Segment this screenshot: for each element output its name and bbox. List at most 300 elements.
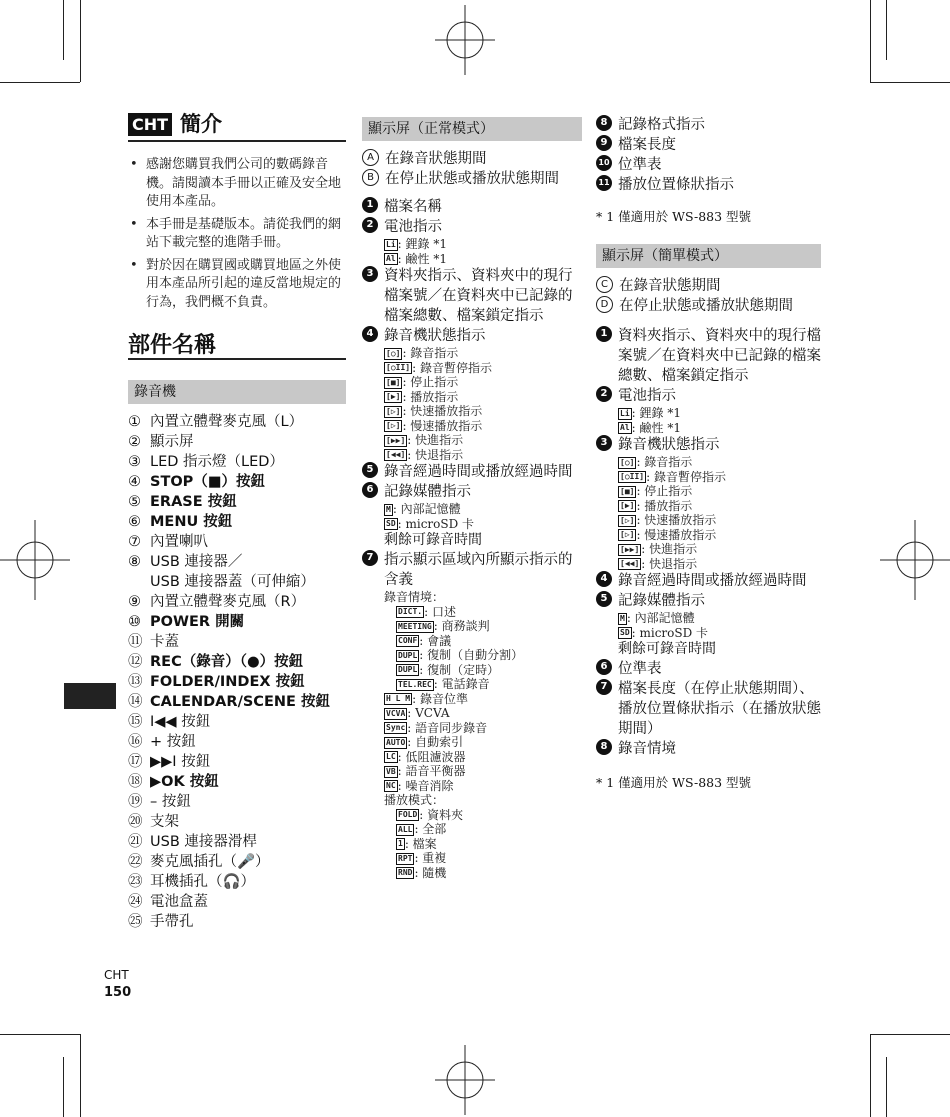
status-icon: [▷] — [620, 515, 635, 525]
status-text: : 停止指示 — [402, 375, 459, 389]
mode-d — [596, 296, 821, 316]
sd-card-icon: SD — [386, 519, 396, 528]
parts-item-number: ㉓ — [128, 874, 143, 890]
scene-item — [396, 648, 582, 663]
parts-item-number: ⑭ — [128, 694, 143, 710]
parts-item-number: ② — [128, 434, 141, 450]
media-internal-text: : 內部記憶體 — [626, 611, 695, 625]
play-mode-item — [396, 866, 582, 881]
status-text: : 快速播放指示 — [402, 404, 483, 418]
indicator-item — [384, 706, 582, 721]
status-text: : 停止指示 — [636, 484, 693, 498]
media-sd-text: : microSD 卡 — [397, 516, 475, 531]
indicator-item — [384, 721, 582, 736]
normal-item-2 — [362, 217, 582, 237]
simple-item-7-text: 檔案長度（在停止狀態期間）、播放位置條狀指示（在播放狀態期間） — [618, 681, 821, 737]
parts-item-number: ㉔ — [128, 894, 143, 910]
normal-status-list — [362, 346, 582, 462]
status-icon: [◀◀] — [620, 559, 640, 568]
mode-c — [596, 276, 821, 296]
battery-alkaline — [362, 252, 582, 267]
parts-item — [128, 652, 346, 672]
indicator-text: : VCVA — [407, 706, 450, 720]
indicator-item — [384, 764, 582, 779]
battery-alkaline-text: : 鹼性 *1 — [631, 420, 681, 435]
crop-mark — [886, 0, 887, 60]
simple-item-4 — [596, 571, 821, 591]
intro-bullet: • 對於因在購買國或購買地區之外使用本產品所引起的違反當地規定的行為，我們概不負責。 — [128, 257, 346, 313]
column-right — [596, 115, 821, 792]
battery-icon: Al — [620, 423, 630, 432]
battery-lithium-text: : 鋰錄 *1 — [631, 406, 681, 420]
battery-alkaline — [596, 421, 821, 436]
parts-item-number: ㉕ — [128, 914, 143, 930]
crop-mark — [63, 1057, 64, 1117]
indicator-icon: H L M — [386, 694, 411, 703]
parts-item-label: I◀◀ 按鈕 — [150, 714, 211, 730]
side-tab — [64, 683, 116, 709]
normal-items-cont — [596, 115, 821, 195]
indicator-text: : 自動索引 — [407, 735, 464, 749]
simple-item-8-text: 錄音情境 — [618, 741, 676, 757]
registration-mark-left — [0, 520, 70, 600]
battery-icon: Li — [620, 408, 630, 418]
parts-item-label: 內置喇叭 — [150, 534, 208, 550]
media-internal — [596, 611, 821, 626]
normal-item-9 — [596, 135, 821, 155]
normal-item-4 — [362, 326, 582, 346]
simple-item-3-text: 錄音機狀態指示 — [618, 437, 720, 453]
normal-item-8 — [596, 115, 821, 135]
normal-item-text: 檔案長度 — [618, 137, 676, 153]
num-badge: 9 — [596, 135, 612, 151]
status-text: : 錄音暫停指示 — [412, 360, 492, 375]
normal-item-5-text: 錄音經過時間或播放經過時間 — [384, 464, 573, 480]
parts-item-number: ⑤ — [128, 494, 141, 510]
indicator-icon: LC — [386, 752, 396, 761]
parts-item-number: ㉑ — [128, 834, 143, 850]
normal-item-text: 播放位置條狀指示 — [618, 177, 734, 193]
simple-item-2-text: 電池指示 — [618, 388, 676, 404]
scene-text: : 商務談判 — [433, 619, 490, 633]
parts-item-number: ④ — [128, 474, 141, 490]
num-badge: 8 — [596, 115, 612, 131]
intro-bullet: • 感謝您購買我們公司的數碼錄音機。請閱讀本手冊以正確及安全地使用本產品。 — [128, 156, 346, 212]
mode-b-text: 在停止狀態或播放狀態期間 — [385, 171, 559, 187]
status-icon: [○] — [386, 348, 401, 358]
play-mode-text: : 全部 — [414, 822, 447, 836]
scene-item — [396, 663, 582, 678]
parts-item-number: ⑰ — [128, 754, 143, 770]
parts-item-label: USB 連接器／ — [150, 554, 243, 570]
intro-heading — [128, 113, 346, 142]
normal-bar: 顯示屏（正常模式） — [362, 117, 582, 141]
play-mode-text: : 重複 — [414, 851, 447, 865]
play-mode-icon: FOLD — [398, 810, 418, 819]
indicator-icon: VCVA — [386, 708, 406, 718]
footer-lang: CHT — [104, 968, 129, 982]
parts-item-number: ⑯ — [128, 734, 143, 750]
indicator-item — [384, 692, 582, 707]
num-badge: 2 — [596, 386, 612, 402]
normal-item-4-text: 錄音機狀態指示 — [384, 328, 486, 344]
battery-lithium-text: : 鋰錄 *1 — [397, 237, 447, 251]
play-mode-icon: RND — [398, 868, 413, 877]
scene-label: 錄音情境： — [384, 590, 445, 604]
scene-item — [396, 605, 582, 620]
indicator-icon: AUTO — [386, 737, 406, 747]
normal-item-1-text: 檔案名稱 — [384, 199, 442, 215]
parts-item-label: 支架 — [150, 814, 179, 830]
num-badge: 11 — [596, 175, 612, 191]
play-mode-icon: RPT — [398, 853, 413, 863]
media-sd — [362, 517, 582, 532]
scene-icon: DUPL — [398, 665, 418, 674]
play-mode-text: : 資料夾 — [419, 807, 464, 822]
intro-title: 簡介 — [180, 112, 223, 136]
indicator-item — [384, 779, 582, 794]
scene-text: : 復制（定時） — [419, 662, 500, 677]
crop-mark — [870, 1034, 871, 1117]
status-text: : 慢速播放指示 — [636, 527, 717, 542]
play-mode-icon: 1 — [398, 839, 403, 848]
parts-item-label: USB 連接器蓋（可伸縮） — [150, 574, 315, 590]
parts-item-number: ③ — [128, 454, 141, 470]
indicator-icon: NC — [386, 781, 396, 790]
parts-item — [128, 512, 346, 532]
num-badge: 1 — [596, 326, 612, 342]
battery-lithium — [362, 237, 582, 252]
mode-c-letter: C — [596, 276, 613, 293]
parts-item — [128, 692, 346, 712]
status-item — [384, 361, 582, 376]
parts-item-label: 耳機插孔（🎧） — [150, 874, 256, 890]
status-item — [384, 390, 582, 405]
footnote-2: * 1 僅適用於 WS-883 型號 — [596, 775, 752, 790]
memory-icon: M — [620, 613, 625, 623]
parts-item — [128, 592, 346, 612]
parts-item-number: ⑱ — [128, 774, 143, 790]
indicator-icon: Sync — [386, 723, 406, 732]
parts-bar: 錄音機 — [128, 380, 346, 404]
status-icon: [○II] — [386, 363, 411, 372]
mode-b-letter: B — [362, 169, 379, 186]
play-mode-list — [362, 808, 582, 881]
parts-item-label: 顯示屏 — [150, 434, 194, 450]
status-icon: [○] — [620, 457, 635, 467]
indicator-text: : 錄音位準 — [412, 691, 468, 706]
status-item — [618, 470, 821, 485]
status-icon: [▶▶] — [620, 544, 640, 554]
play-mode-icon: ALL — [398, 824, 413, 834]
registration-mark-top — [435, 5, 495, 75]
parts-item — [128, 752, 346, 772]
mode-a-text: 在錄音狀態期間 — [385, 151, 487, 167]
mode-b — [362, 169, 582, 189]
num-badge: 7 — [362, 550, 378, 566]
normal-item-10 — [596, 155, 821, 175]
scene-item — [396, 634, 582, 649]
status-text: : 播放指示 — [636, 498, 693, 513]
parts-item-number: ⑬ — [128, 674, 143, 690]
play-mode-text: : 隨機 — [414, 865, 447, 880]
parts-item-label: ERASE 按鈕 — [150, 494, 237, 510]
simple-item-1 — [596, 326, 821, 386]
parts-item — [128, 412, 346, 432]
mode-a — [362, 149, 582, 169]
parts-item-label: + 按鈕 — [150, 734, 196, 750]
num-badge: 4 — [362, 326, 378, 342]
num-badge: 3 — [362, 266, 378, 282]
indicator-text: : 語音平衡器 — [397, 764, 466, 778]
status-text: : 快退指示 — [641, 556, 698, 571]
other-indicators — [362, 692, 582, 794]
normal-item-1 — [362, 197, 582, 217]
parts-item-number: ⑪ — [128, 634, 143, 650]
status-item — [384, 419, 582, 434]
num-badge: 1 — [362, 197, 378, 213]
parts-item-label: 卡蓋 — [150, 634, 179, 650]
parts-item — [128, 712, 346, 732]
play-mode-item — [396, 851, 582, 866]
crop-mark — [0, 1034, 80, 1035]
parts-item — [128, 732, 346, 752]
normal-item-11 — [596, 175, 821, 195]
simple-item-6 — [596, 659, 821, 679]
normal-item-7-text: 指示顯示區域內所顯示指示的含義 — [384, 552, 573, 588]
parts-item-label: CALENDAR/SCENE 按鈕 — [150, 694, 330, 710]
parts-item-label: LED 指示燈（LED） — [150, 454, 284, 470]
status-item — [384, 375, 582, 390]
parts-item — [128, 632, 346, 652]
indicator-icon: VB — [386, 766, 396, 776]
simple-bar: 顯示屏（簡單模式） — [596, 244, 821, 268]
parts-item-label: FOLDER/INDEX 按鈕 — [150, 674, 305, 690]
parts-item-label: 麥克風插孔（🎤） — [150, 854, 270, 870]
parts-item — [128, 832, 346, 852]
registration-mark-bottom — [435, 1045, 495, 1115]
parts-item-label: POWER 開關 — [150, 614, 245, 630]
mode-d-letter: D — [596, 296, 613, 313]
column-left — [128, 113, 346, 932]
parts-item — [128, 552, 346, 572]
indicator-item — [384, 750, 582, 765]
media-sd-text: : microSD 卡 — [631, 625, 709, 640]
parts-item — [128, 772, 346, 792]
normal-item-3 — [362, 266, 582, 326]
status-item — [384, 404, 582, 419]
num-badge: 5 — [362, 462, 378, 478]
scene-list — [362, 605, 582, 692]
status-icon: [▷] — [386, 406, 401, 416]
parts-item-number: ⑮ — [128, 714, 143, 730]
crop-mark — [870, 1034, 950, 1035]
parts-item — [128, 612, 346, 632]
normal-item-6-text: 記錄媒體指示 — [384, 484, 471, 500]
status-icon: [■] — [620, 486, 635, 496]
play-label: 播放模式： — [384, 793, 445, 807]
status-text: : 快進指示 — [641, 542, 698, 556]
battery-alkaline-text: : 鹼性 *1 — [397, 251, 447, 266]
simple-item-4-text: 錄音經過時間或播放經過時間 — [618, 573, 807, 589]
status-text: : 錄音暫停指示 — [646, 469, 726, 484]
parts-item — [128, 572, 346, 592]
parts-item-label: 內置立體聲麥克風（L） — [150, 414, 304, 430]
status-text: : 快速播放指示 — [636, 513, 717, 527]
parts-item-label: ▶▶I 按鈕 — [150, 754, 211, 770]
status-item — [618, 499, 821, 514]
registration-mark-right — [880, 520, 950, 600]
parts-item — [128, 472, 346, 492]
status-item — [384, 448, 582, 463]
parts-item-number: ① — [128, 414, 141, 430]
parts-item-number: ⑧ — [128, 554, 141, 570]
scene-text: : 電話錄音 — [433, 677, 490, 691]
status-icon: [▶] — [620, 501, 635, 510]
remain-time: 剩餘可錄音時間 — [384, 532, 482, 548]
status-item — [618, 484, 821, 499]
parts-item-label: REC（錄音）（●）按鈕 — [150, 654, 304, 670]
parts-item-label: ▶OK 按鈕 — [150, 774, 219, 790]
play-mode-item — [396, 808, 582, 823]
parts-item — [128, 432, 346, 452]
indicator-text: : 語音同步錄音 — [407, 720, 488, 735]
intro-bullet: • 本手冊是基礎版本。請從我們的網站下載完整的進階手冊。 — [128, 216, 346, 253]
status-text: : 快進指示 — [407, 433, 464, 447]
parts-item-label: USB 連接器滑桿 — [150, 834, 257, 850]
num-badge: 7 — [596, 679, 612, 695]
remain-time: 剩餘可錄音時間 — [618, 641, 716, 657]
lang-badge: CHT — [128, 113, 172, 136]
memory-icon: M — [386, 504, 391, 514]
num-badge: 6 — [596, 659, 612, 675]
parts-item-label: 電池盒蓋 — [150, 894, 208, 910]
parts-title: 部件名稱 — [128, 336, 346, 360]
normal-item-3-text: 資料夾指示、資料夾中的現行檔案號／在資料夾中已記錄的檔案總數、檔案鎖定指示 — [384, 268, 573, 324]
normal-item-5 — [362, 462, 582, 482]
simple-item-5 — [596, 591, 821, 611]
status-icon: [▷] — [620, 530, 635, 539]
scene-icon: DUPL — [398, 650, 418, 660]
play-mode-item — [396, 822, 582, 837]
num-badge: 10 — [596, 155, 612, 171]
battery-lithium — [596, 406, 821, 421]
status-item — [618, 528, 821, 543]
parts-list — [128, 412, 346, 932]
num-badge: 6 — [362, 482, 378, 498]
media-sd — [596, 626, 821, 641]
simple-item-5-text: 記錄媒體指示 — [618, 593, 705, 609]
status-icon: [◀◀] — [386, 450, 406, 459]
simple-item-1-text: 資料夾指示、資料夾中的現行檔案號／在資料夾中已記錄的檔案總數、檔案鎖定指示 — [618, 328, 821, 384]
normal-item-text: 記錄格式指示 — [618, 117, 705, 133]
simple-item-8 — [596, 739, 821, 759]
crop-mark — [870, 82, 950, 83]
column-middle — [362, 117, 582, 880]
crop-mark — [0, 82, 80, 83]
battery-icon: Al — [386, 254, 396, 263]
crop-mark — [63, 0, 64, 60]
scene-text: : 復制（自動分割） — [419, 648, 524, 662]
parts-item-label: 內置立體聲麥克風（R） — [150, 594, 306, 610]
scene-item — [396, 677, 582, 692]
scene-text: : 會議 — [419, 633, 452, 648]
status-icon: [○II] — [620, 472, 645, 481]
mode-d-text: 在停止狀態或播放狀態期間 — [619, 298, 793, 314]
normal-item-6 — [362, 482, 582, 502]
scene-icon: CONF — [398, 636, 418, 645]
normal-item-text: 位準表 — [618, 157, 662, 173]
status-item — [618, 513, 821, 528]
status-item — [384, 433, 582, 448]
parts-item-number: ⑨ — [128, 594, 141, 610]
parts-item — [128, 852, 346, 872]
crop-mark — [80, 1034, 81, 1117]
page-number: 150 — [104, 985, 132, 1000]
status-text: : 慢速播放指示 — [402, 418, 483, 433]
status-icon: [▷] — [386, 421, 401, 430]
status-icon: [▶] — [386, 392, 401, 401]
simple-item-6-text: 位準表 — [618, 661, 662, 677]
status-text: : 播放指示 — [402, 389, 459, 404]
normal-item-7 — [362, 550, 582, 590]
sd-card-icon: SD — [620, 628, 630, 637]
scene-item — [396, 619, 582, 634]
parts-item — [128, 812, 346, 832]
indicator-item — [384, 735, 582, 750]
status-item — [384, 346, 582, 361]
parts-item-label: – 按鈕 — [150, 794, 191, 810]
media-internal-text: : 內部記憶體 — [392, 502, 461, 516]
status-item — [618, 455, 821, 470]
crop-mark — [886, 1057, 887, 1117]
parts-item — [128, 492, 346, 512]
mode-a-letter: A — [362, 149, 379, 166]
status-text: : 錄音指示 — [402, 346, 459, 360]
status-icon: [▶▶] — [386, 435, 406, 445]
parts-item-number: ⑦ — [128, 534, 141, 550]
parts-item-number: ⑫ — [128, 654, 143, 670]
num-badge: 5 — [596, 591, 612, 607]
parts-item-label: MENU 按鈕 — [150, 514, 233, 530]
simple-item-2 — [596, 386, 821, 406]
status-text: : 錄音指示 — [636, 455, 693, 469]
crop-mark — [870, 0, 871, 82]
simple-status-list — [596, 455, 821, 571]
footnote-1: * 1 僅適用於 WS-883 型號 — [596, 209, 752, 224]
status-item — [618, 542, 821, 557]
scene-icon: MEETING — [398, 621, 432, 631]
scene-icon: TEL.REC — [398, 679, 432, 689]
parts-item-label: 手帶孔 — [150, 914, 194, 930]
simple-item-7 — [596, 679, 821, 739]
parts-item — [128, 872, 346, 892]
num-badge: 2 — [362, 217, 378, 233]
mode-c-text: 在錄音狀態期間 — [619, 278, 721, 294]
parts-item — [128, 672, 346, 692]
parts-item — [128, 792, 346, 812]
media-internal — [362, 502, 582, 517]
parts-item-number: ⑳ — [128, 814, 143, 830]
status-item — [618, 557, 821, 572]
simple-item-3 — [596, 435, 821, 455]
parts-item-number: ⑩ — [128, 614, 141, 630]
battery-icon: Li — [386, 239, 396, 249]
play-mode-text: : 檔案 — [404, 836, 437, 851]
parts-item-number: ㉒ — [128, 854, 143, 870]
num-badge: 4 — [596, 571, 612, 587]
scene-text: : 口述 — [424, 604, 456, 619]
